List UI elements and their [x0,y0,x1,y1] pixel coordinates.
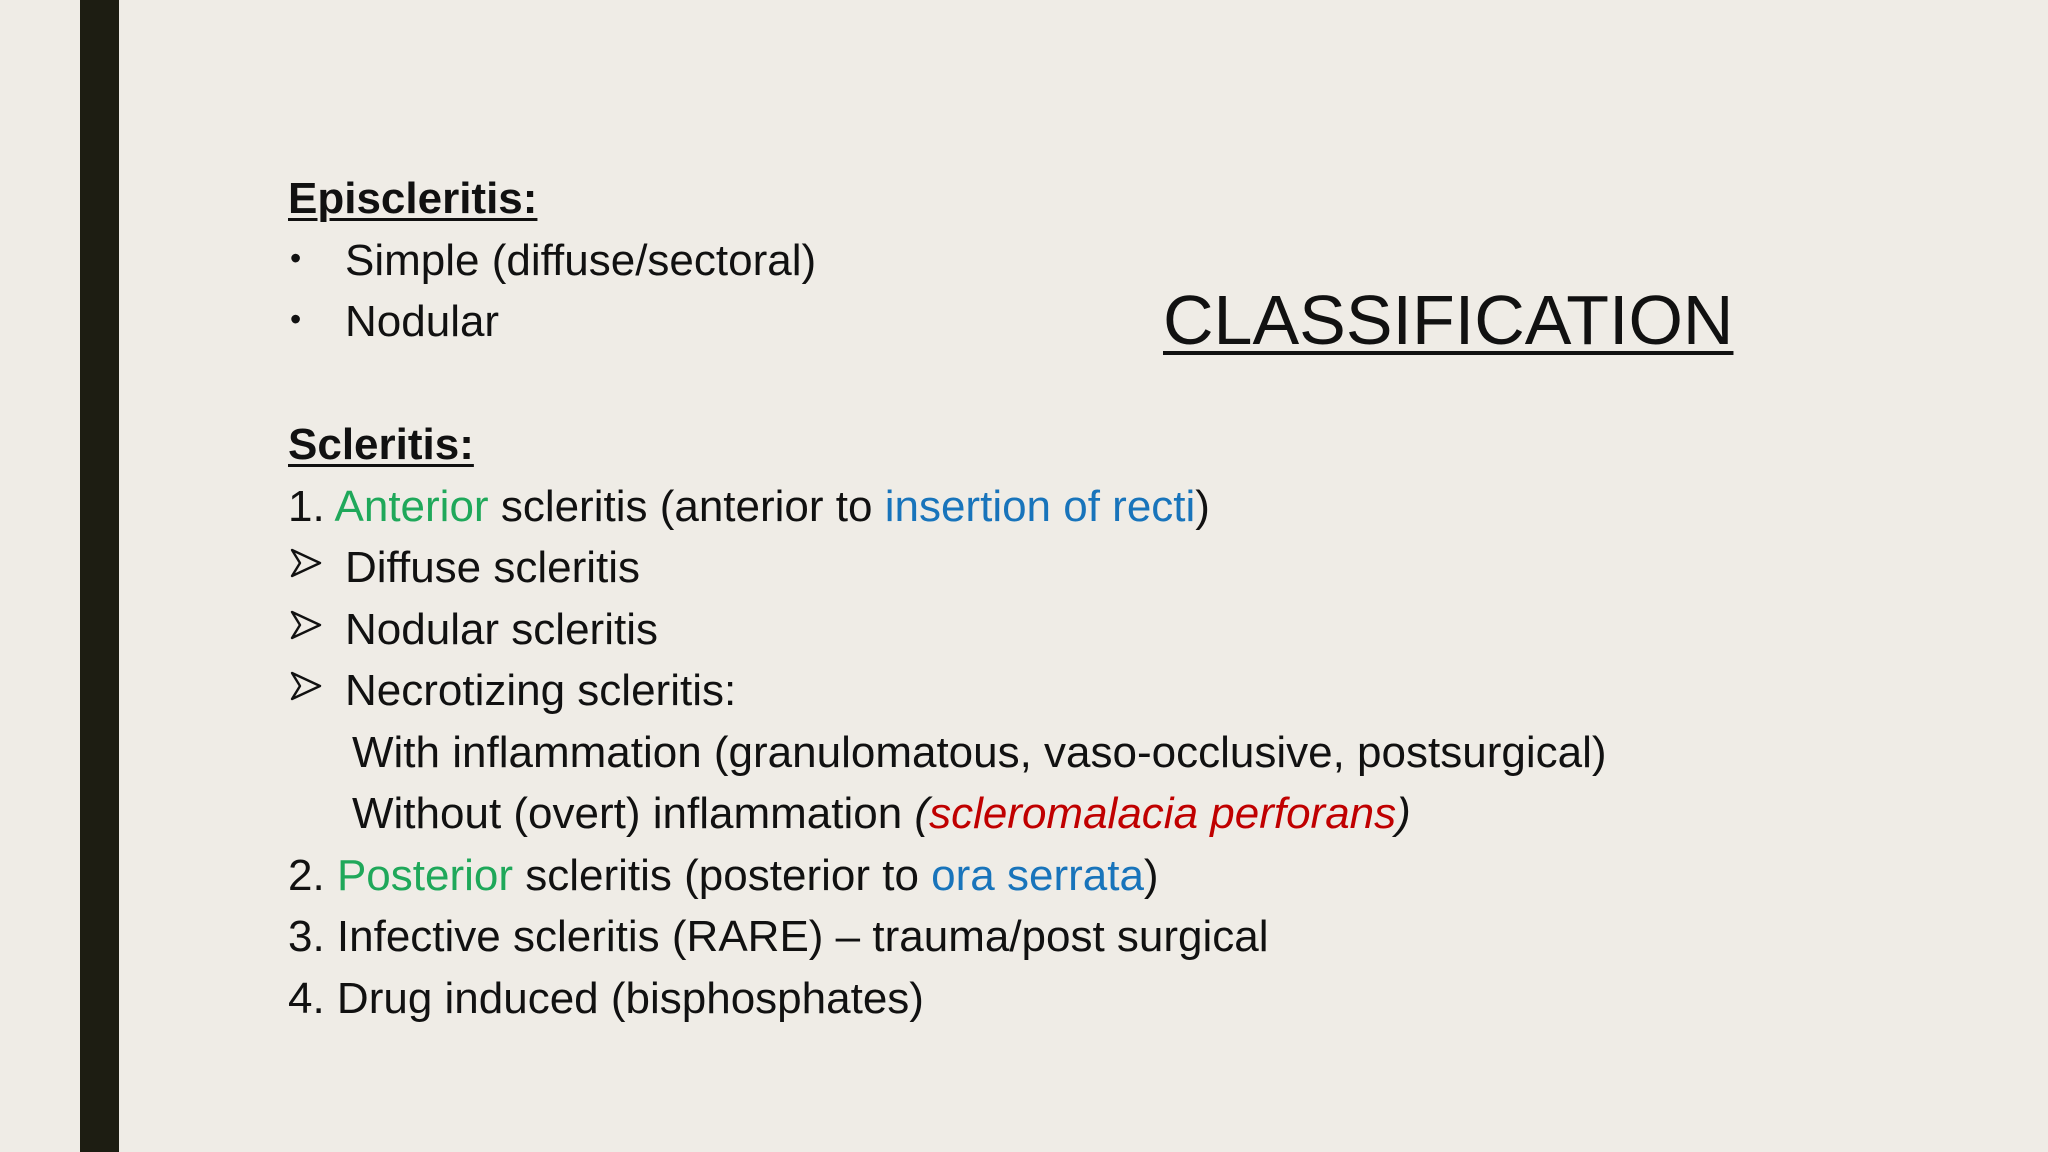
insertion-of-recti-term: insertion of recti [884,481,1196,531]
left-accent-bar [80,0,119,1152]
necrotizing-with-inflammation: With inflammation (granulomatous, vaso-occlusive, postsurgical) [352,727,1607,777]
arrowhead-bullet-icon [290,547,322,579]
posterior-description: scleritis (posterior to [525,850,919,900]
scleritis-item-infective: 3. Infective scleritis (RARE) – trauma/post surgical [288,912,1269,961]
scleritis-item-drug-induced: 4. Drug induced (bisphosphates) [288,973,924,1023]
arrowhead-bullet-icon [290,670,322,702]
arrowhead-bullet-icon [290,609,322,641]
anterior-type-diffuse [288,537,2008,599]
scleromalacia-perforans-term: scleromalacia perforans [929,789,1397,838]
bullet-icon: • [290,239,302,276]
close-paren: ) [1195,481,1210,531]
episcleritis-item-text: Simple (diffuse/sectoral) [345,235,817,285]
open-paren: ( [914,789,930,838]
scleritis-item-posterior [288,845,2008,907]
episcleritis-item-nodular [288,291,2008,353]
anterior-type-text: Necrotizing scleritis: [345,666,737,715]
anterior-type-text: Diffuse scleritis [345,543,641,592]
necrotizing-without-inflammation [288,783,2008,845]
slide-content [288,168,2008,1029]
anterior-description: scleritis (anterior to [500,481,873,531]
close-paren: ) [1396,789,1411,838]
bullet-icon: • [290,301,302,337]
scleritis-heading: Scleritis: [288,420,474,469]
episcleritis-item-text: Nodular [345,297,500,346]
anterior-type-nodular [288,599,2008,661]
anterior-type-text: Nodular scleritis [345,604,658,654]
episcleritis-heading: Episcleritis: [288,174,538,223]
posterior-highlight: Posterior [336,850,514,900]
slide-title: CLASSIFICATION [1163,281,1734,359]
item-number: 2. [288,850,325,900]
episcleritis-item-simple [288,230,2008,292]
without-inflammation-text: Without (overt) inflammation [352,789,903,838]
ora-serrata-term: ora serrata [931,850,1144,900]
scleritis-item-anterior [288,476,2008,538]
section-spacer [288,353,2008,415]
close-paren: ) [1143,850,1159,900]
item-number: 1. [288,481,325,531]
anterior-type-necrotizing [288,660,2008,722]
anterior-highlight: Anterior [334,481,489,531]
